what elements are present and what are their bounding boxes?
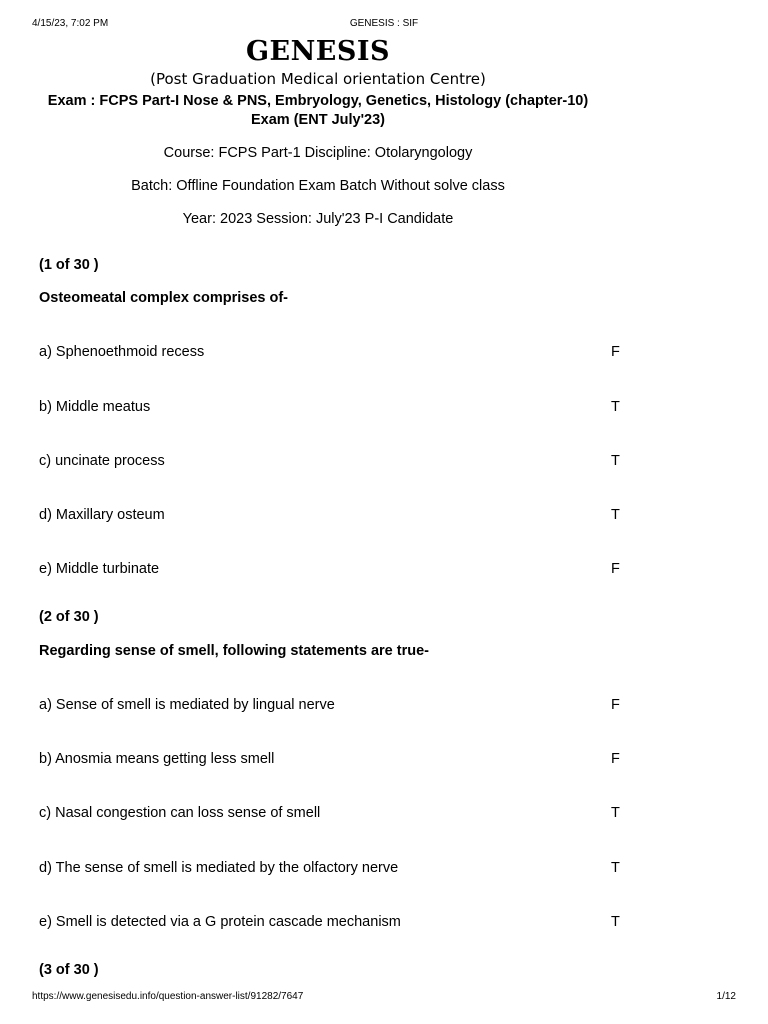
question-number: (1 of 30 ) — [39, 257, 99, 273]
option-answer: T — [611, 914, 620, 930]
option-answer: F — [611, 751, 620, 767]
option-label: a) Sense of smell is mediated by lingual nerve — [39, 697, 335, 713]
exam-title — [0, 92, 636, 130]
option-label: d) Maxillary osteum — [39, 507, 165, 523]
exam-batch: Batch: Offline Foundation Exam Batch Without solve class — [131, 178, 505, 194]
print-title: GENESIS : SIF — [349, 18, 419, 29]
option-answer: T — [611, 453, 620, 469]
option-answer: T — [611, 399, 620, 415]
option-label: e) Smell is detected via a G protein cascade mechanism — [39, 914, 401, 930]
brand-tagline: (Post Graduation Medical orientation Centre) — [150, 70, 486, 88]
option-label: e) Middle turbinate — [39, 561, 160, 577]
question-number: (3 of 30 ) — [39, 962, 99, 978]
option-label: b) Middle meatus — [39, 399, 151, 415]
option-label: c) Nasal congestion can loss sense of smell — [39, 805, 321, 821]
option-answer: F — [611, 697, 620, 713]
option-label: b) Anosmia means getting less smell — [39, 751, 275, 767]
page-number: 1/12 — [716, 991, 736, 1002]
option-answer: F — [611, 561, 620, 577]
print-datetime: 4/15/23, 7:02 PM — [32, 18, 109, 29]
exam-year: Year: 2023 Session: July'23 P-I Candidate — [182, 211, 454, 227]
option-label: a) Sphenoethmoid recess — [39, 344, 205, 360]
question-text: Regarding sense of smell, following statements are true- — [39, 643, 429, 659]
option-answer: F — [611, 344, 620, 360]
option-label: c) uncinate process — [39, 453, 165, 469]
print-header — [32, 18, 736, 32]
option-label: d) The sense of smell is mediated by the olfactory nerve — [39, 860, 399, 876]
question-number: (2 of 30 ) — [39, 609, 99, 625]
option-answer: T — [611, 860, 620, 876]
print-footer — [32, 991, 736, 1005]
exam-course: Course: FCPS Part-1 Discipline: Otolaryngology — [163, 145, 473, 161]
question-text: Osteomeatal complex comprises of- — [39, 290, 288, 306]
exam-title-line2: Exam (ENT July'23) — [251, 112, 385, 128]
option-answer: T — [611, 507, 620, 523]
option-answer: T — [611, 805, 620, 821]
brand-name: GENESIS — [245, 36, 391, 67]
exam-title-line1: Exam : FCPS Part-I Nose & PNS, Embryology, Genetics, Histology (chapter-10) — [47, 93, 589, 109]
page-url: https://www.genesisedu.info/question-answer-list/91282/7647 — [32, 991, 304, 1002]
